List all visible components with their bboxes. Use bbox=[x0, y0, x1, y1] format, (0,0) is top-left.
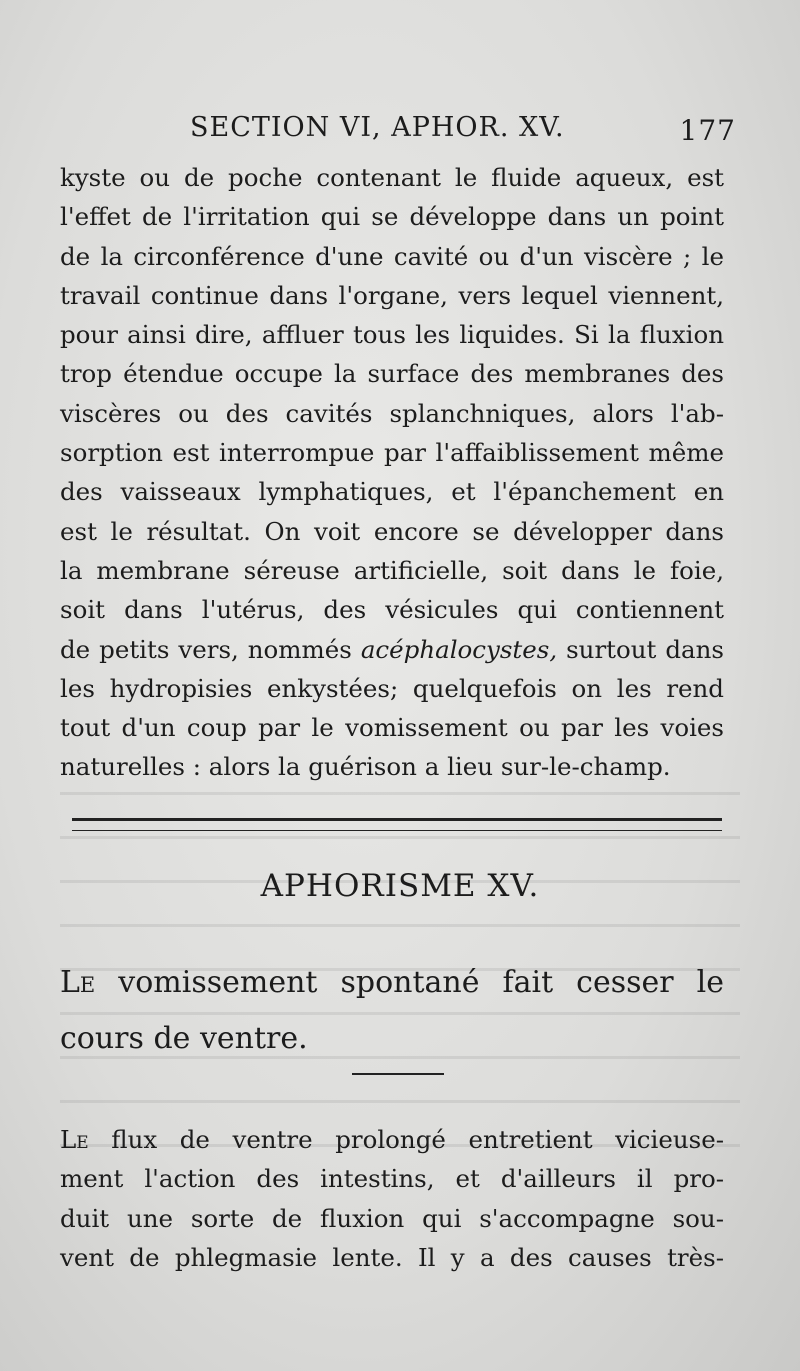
text-line: trop étendue occupe la surface des membranes des bbox=[60, 359, 724, 389]
text-segment: vomissement spontané fait cesser le bbox=[118, 965, 724, 1000]
section-divider bbox=[72, 818, 722, 831]
text-line: ment l'action des intestins, et d'ailleurs il pro- bbox=[60, 1164, 724, 1194]
italic-term: acéphalocystes, bbox=[360, 634, 558, 664]
text-line: des vaisseaux lymphatiques, et l'épanchement en bbox=[60, 477, 724, 507]
short-rule bbox=[352, 1073, 444, 1075]
text-line: travail continue dans l'organe, vers lequel viennent, bbox=[60, 280, 724, 310]
paragraph-2 bbox=[60, 1120, 724, 1277]
text-line-mixed bbox=[60, 1120, 724, 1159]
text-line: soit dans l'utérus, des vésicules qui contiennent bbox=[60, 595, 724, 625]
aphorism-heading: APHORISME XV. bbox=[260, 868, 540, 904]
text-line: pour ainsi dire, affluer tous les liquides. Si la fluxion bbox=[60, 320, 724, 350]
text-line: sorption est interrompue par l'affaiblissement même bbox=[60, 438, 724, 468]
text-line: l'effet de l'irritation qui se développe dans un point bbox=[60, 202, 724, 232]
text-line: cours de ventre. bbox=[60, 1021, 308, 1056]
text-line: de la circonférence d'une cavité ou d'un viscère ; le bbox=[60, 241, 724, 271]
text-line-mixed bbox=[60, 955, 724, 1011]
text-segment: de petits vers, nommés bbox=[60, 634, 352, 664]
paragraph-1 bbox=[60, 158, 724, 787]
running-head bbox=[62, 112, 736, 152]
text-line: duit une sorte de fluxion qui s'accompagne sou- bbox=[60, 1203, 724, 1233]
text-line-mixed bbox=[60, 630, 724, 669]
text-line: naturelles : alors la guérison a lieu sur-le-champ. bbox=[60, 752, 671, 782]
text-segment: flux de ventre prolongé entretient vicieuse- bbox=[111, 1125, 724, 1154]
running-head-title: SECTION VI, APHOR. XV. bbox=[190, 112, 565, 143]
drop-word: Le bbox=[60, 1125, 89, 1154]
aphorism-statement bbox=[60, 955, 724, 1067]
text-line: kyste ou de poche contenant le fluide aqueux, est bbox=[60, 163, 724, 192]
page-number: 177 bbox=[679, 114, 736, 147]
text-line: viscères ou des cavités splanchniques, alors l'ab- bbox=[60, 398, 724, 428]
text-line: la membrane séreuse artificielle, soit dans le foie, bbox=[60, 555, 724, 585]
text-line: est le résultat. On voit encore se développer dans bbox=[60, 516, 724, 546]
drop-word: Le bbox=[60, 965, 96, 1000]
text-line: les hydropisies enkystées; quelquefois on les rend bbox=[60, 673, 724, 703]
text-line: tout d'un coup par le vomissement ou par les voies bbox=[60, 713, 724, 743]
text-segment: surtout dans bbox=[566, 634, 724, 664]
text-line: vent de phlegmasie lente. Il y a des causes très- bbox=[60, 1242, 724, 1272]
